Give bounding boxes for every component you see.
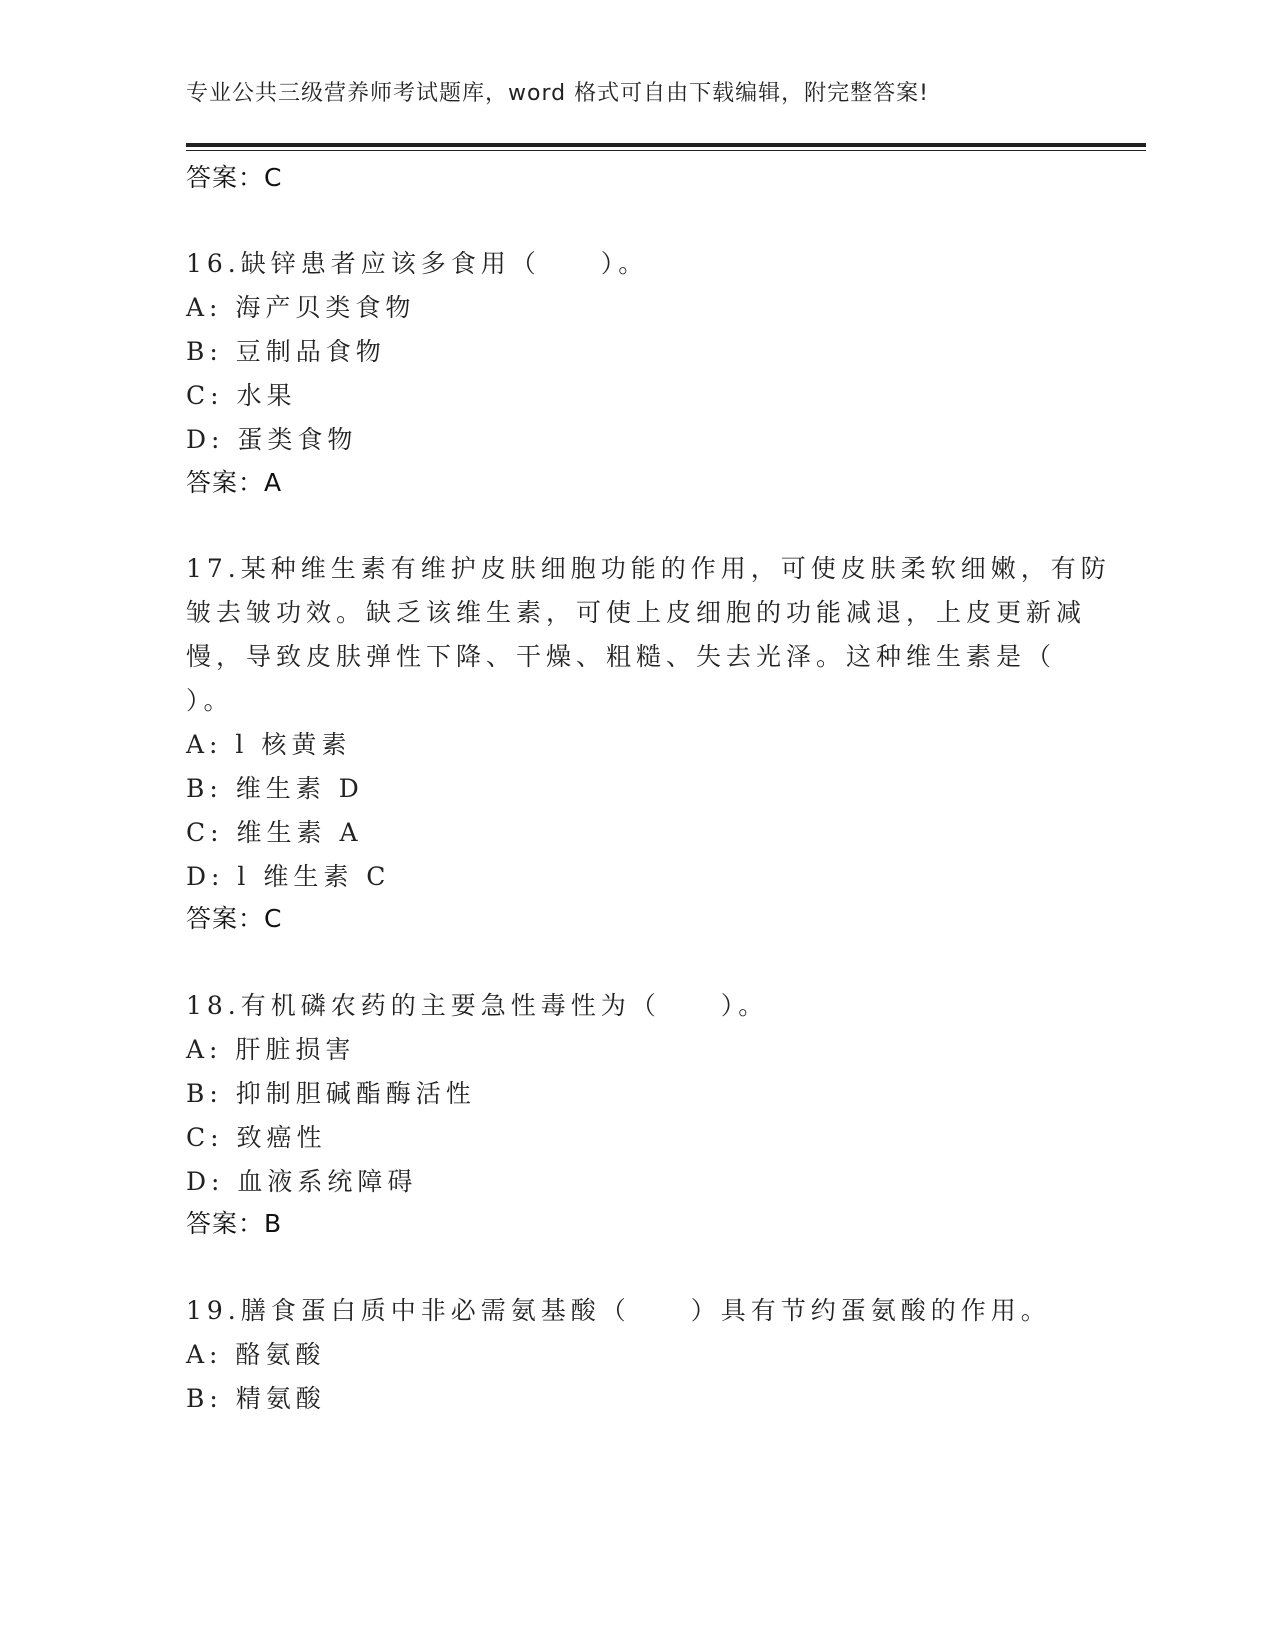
question-17-option-a: A: l 核黄素: [186, 730, 352, 759]
question-16-stem: 16.缺锌患者应该多食用（ ）。: [186, 249, 649, 278]
question-17-option-d: D: l 维生素 C: [186, 862, 391, 891]
question-16-option-b: B: 豆制品食物: [186, 337, 386, 366]
question-16-option-c: C: 水果: [186, 381, 297, 410]
answer-18: 答案：B: [186, 1209, 283, 1238]
answer-17: 答案：C: [186, 904, 283, 933]
answer-15: 答案：C: [186, 163, 283, 192]
answer-16: 答案：A: [186, 468, 283, 497]
question-19-option-b: B: 精氨酸: [186, 1384, 326, 1413]
question-16-option-d: D: 蛋类食物: [186, 425, 358, 454]
question-17-option-c: C: 维生素 A: [186, 818, 363, 847]
question-17-option-b: B: 维生素 D: [186, 774, 364, 803]
question-19-stem: 19.膳食蛋白质中非必需氨基酸（ ）具有节约蛋氨酸的作用。: [186, 1296, 1051, 1325]
question-18-option-c: C: 致癌性: [186, 1123, 327, 1152]
header-rule-thick: [186, 143, 1146, 147]
question-18-option-a: A: 肝脏损害: [186, 1035, 356, 1064]
question-16-option-a: A: 海产贝类食物: [186, 293, 416, 322]
question-19-option-a: A: 酪氨酸: [186, 1340, 326, 1369]
question-17-stem-line2: 皱去皱功效。缺乏该维生素，可使上皮细胞的功能减退，上皮更新减: [186, 598, 1087, 627]
question-17-stem-line1: 17.某种维生素有维护皮肤细胞功能的作用，可使皮肤柔软细嫩，有防: [186, 554, 1111, 583]
question-17-stem-line4: ）。: [186, 686, 234, 715]
question-17-stem-line3: 慢，导致皮肤弹性下降、干燥、粗糙、失去光泽。这种维生素是（: [186, 642, 1057, 671]
question-18-option-b: B: 抑制胆碱酯酶活性: [186, 1079, 476, 1108]
header-rule-thin: [186, 150, 1146, 151]
question-18-option-d: D: 血液系统障碍: [186, 1167, 418, 1196]
page-header: 专业公共三级营养师考试题库，word 格式可自由下载编辑，附完整答案!: [186, 81, 929, 106]
question-18-stem: 18.有机磷农药的主要急性毒性为（ ）。: [186, 991, 769, 1020]
